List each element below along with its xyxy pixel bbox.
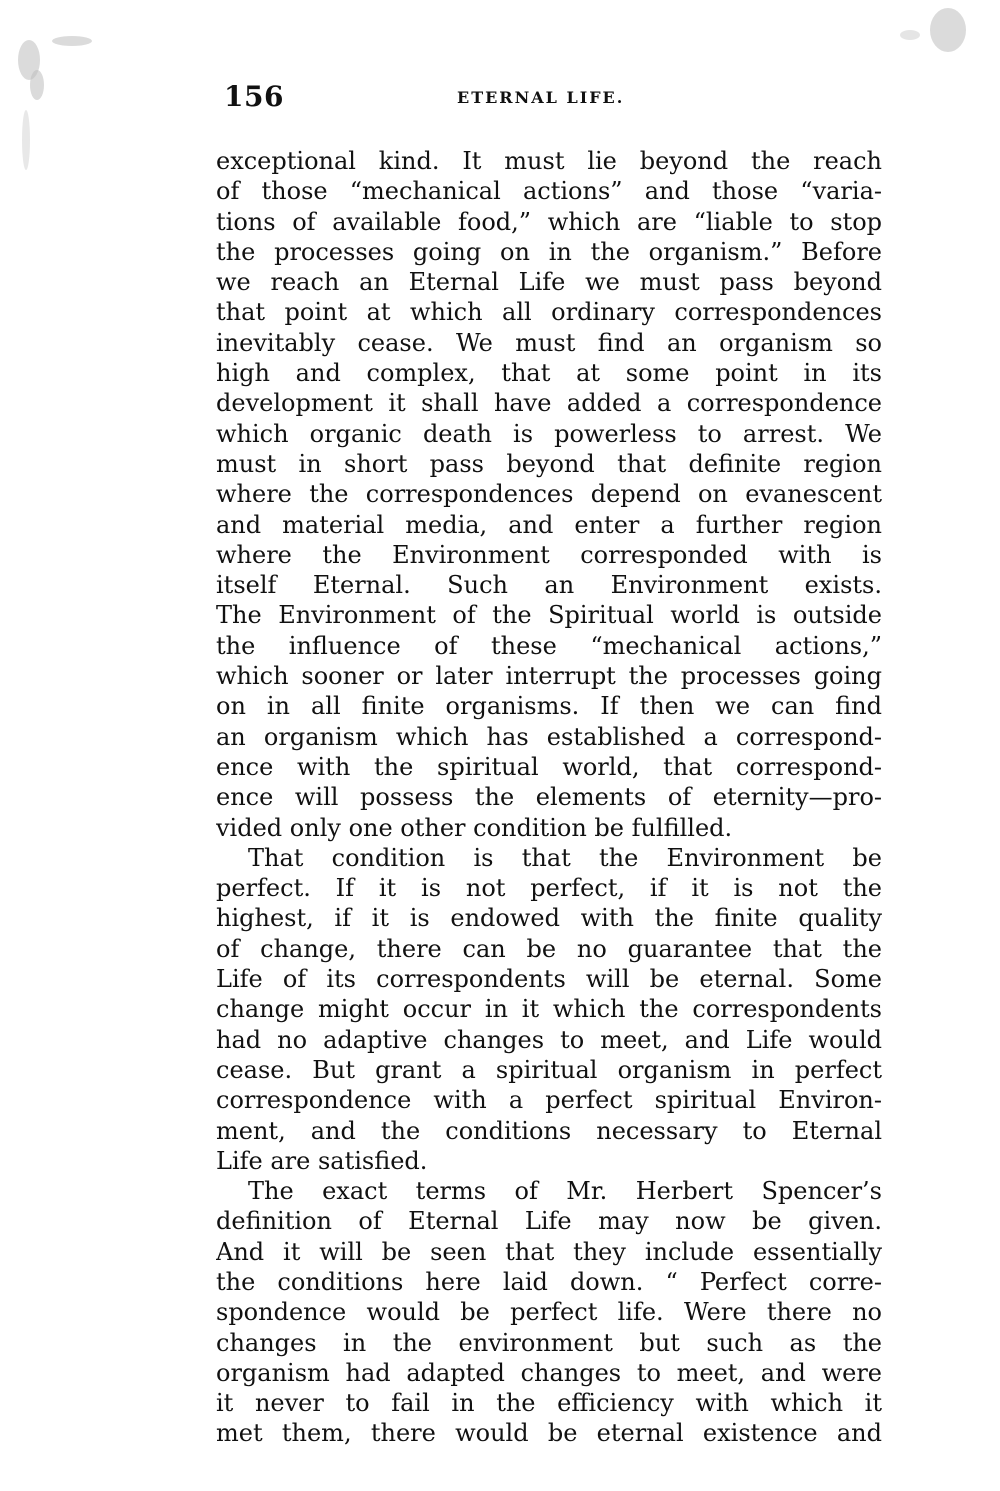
text-line: where the Environment corresponded with is <box>216 540 882 569</box>
text-line: tions of available food,” which are “liable to stop <box>216 207 882 236</box>
text-line: had no adaptive changes to meet, and Life would <box>216 1025 882 1054</box>
text-line: met them, there would be eternal existence and <box>216 1419 882 1448</box>
text-line: the processes going on in the organism.” Before <box>216 237 882 266</box>
text-line: the conditions here laid down. “ Perfect corre- <box>216 1267 882 1296</box>
body-text <box>216 146 882 1449</box>
text-line: Life of its correspondents will be eternal. Some <box>216 965 882 994</box>
text-line: The exact terms of Mr. Herbert Spencer’s <box>248 1177 882 1206</box>
scan-speckle <box>22 110 30 170</box>
text-line: changes in the environment but such as the <box>216 1328 882 1357</box>
text-line: change might occur in it which the correspondents <box>216 995 882 1024</box>
text-line: which sooner or later interrupt the processes going <box>216 662 882 691</box>
scan-speckle <box>52 36 92 46</box>
text-line: That condition is that the Environment be <box>248 843 882 872</box>
text-line: ment, and the conditions necessary to Eternal <box>216 1116 882 1145</box>
text-line: where the correspondences depend on evanescent <box>216 480 882 509</box>
text-line: And it will be seen that they include essentially <box>216 1237 882 1266</box>
text-line: which organic death is powerless to arrest. We <box>216 419 882 448</box>
text-line: of those “mechanical actions” and those “varia- <box>216 177 882 206</box>
text-line: inevitably cease. We must find an organism so <box>216 328 882 357</box>
scan-speckle <box>900 30 920 40</box>
text-line: the influence of these “mechanical actions,” <box>216 631 882 660</box>
text-line: an organism which has established a correspond- <box>216 722 882 751</box>
text-line: definition of Eternal Life may now be given. <box>216 1207 882 1236</box>
text-line: development it shall have added a correspondence <box>216 389 882 418</box>
text-line: correspondence with a perfect spiritual Environ- <box>216 1086 882 1115</box>
text-line: The Environment of the Spiritual world is outside <box>216 601 882 630</box>
text-line: on in all finite organisms. If then we can find <box>216 692 882 721</box>
page-header <box>222 80 882 116</box>
text-line: vided only one other condition be fulfilled. <box>216 813 733 842</box>
scan-speckle <box>30 70 44 100</box>
text-line: exceptional kind. It must lie beyond the reach <box>216 147 882 175</box>
text-line: Life are satisfied. <box>216 1146 428 1175</box>
text-line: of change, there can be no guarantee that the <box>216 934 882 963</box>
text-line: itself Eternal. Such an Environment exists. <box>216 571 882 600</box>
text-line: high and complex, that at some point in its <box>216 359 882 388</box>
text-line: cease. But grant a spiritual organism in perfect <box>216 1055 882 1084</box>
text-line: ence will possess the elements of eternity—pro- <box>216 783 882 812</box>
text-line: ence with the spiritual world, that correspond- <box>216 752 882 781</box>
scan-speckle <box>930 8 966 52</box>
text-line: perfect. If it is not perfect, if it is not the <box>216 874 882 903</box>
running-title: ETERNAL LIFE. <box>457 88 625 107</box>
text-line: and material media, and enter a further region <box>216 510 882 539</box>
text-line: highest, if it is endowed with the finite quality <box>216 904 882 933</box>
text-line: we reach an Eternal Life we must pass beyond <box>216 268 882 297</box>
text-line: that point at which all ordinary correspondences <box>216 298 882 327</box>
text-line: must in short pass beyond that definite region <box>216 449 882 478</box>
page-number: 156 <box>224 80 284 113</box>
text-line: organism had adapted changes to meet, and were <box>216 1358 882 1387</box>
text-line: spondence would be perfect life. Were there no <box>216 1298 882 1327</box>
text-line: it never to fail in the efficiency with which it <box>216 1389 882 1418</box>
